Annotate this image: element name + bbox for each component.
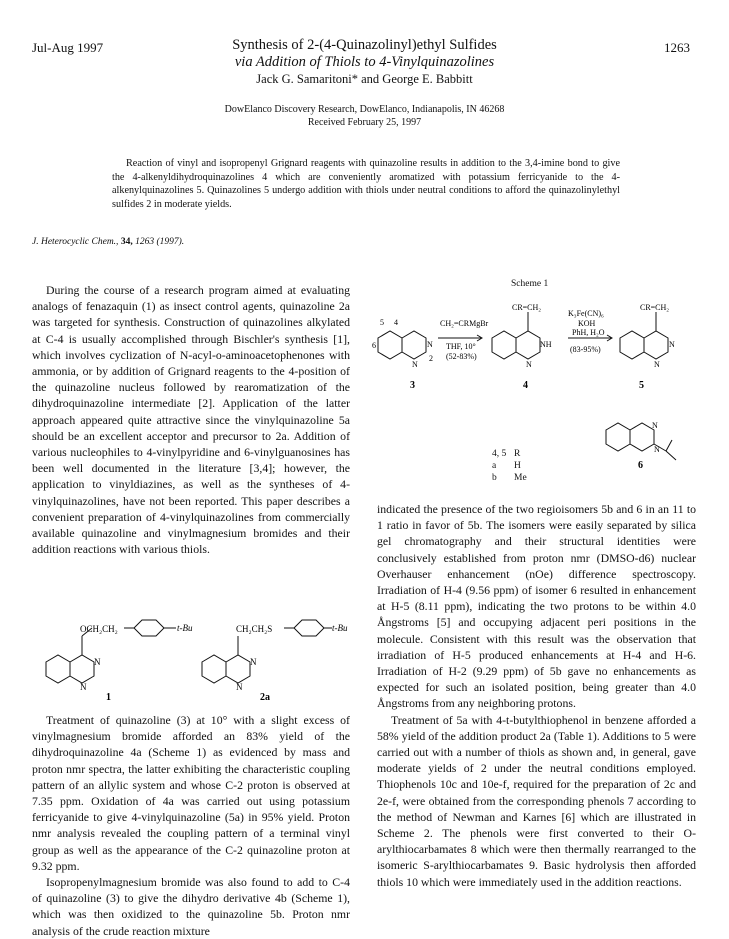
compound-3-label: 3	[410, 380, 415, 391]
s2-tail: t-Bu	[332, 623, 348, 633]
table-cell-r: H	[514, 461, 521, 471]
paragraph-intro: During the course of a research program aimed at evaluating analogs of fenazaquin (1) as insect control agents, quinazoline 2a was targeted for synthesis. Construction of quinazolines alkylated at C-4 is usually accomplished through Bischler's synthesis [1], which involves cyclization of N-acyl-o-aminoacetophenones with ammonia, or by addition of Grignard reagents to the 4-position of the quinazoline nucleus followed by rearomatization of the dihydroquinazoline intermediate [2]. Application of the latter approach appeared quite attractive since the vinylquinazoline 5a should be an excellent acceptor and precursor to 2a. Addition of various nucleophiles to 4-vinylpyridine and 6-vinylguanosines has been well documented in the literature [3,4]; however, the application to vinyldiazines, as well as the syntheses of 4-vinylquinazolines, have not been reported. This paper describes a convenient preparation of 4-vinylquinazolines from commercially available quinazoline and vinylmagnesium bromides and their addition reactions with various thiols.	[32, 283, 350, 557]
table-row	[492, 472, 527, 484]
c4-substituent: CR=CH₂	[512, 303, 542, 312]
affiliation-block	[0, 103, 729, 129]
authors: Jack G. Samaritoni* and George E. Babbitt	[256, 72, 473, 86]
c5-pyrimidine-ring	[644, 331, 668, 359]
s2-label: 2a	[260, 692, 270, 703]
paragraph-regioisomers: indicated the presence of the two regioisomers 5b and 6 in an 11 to 1 ratio in favor of 5b. The isomers were easily separated by silica gel chromatography and their structural identities were conclusively established from proton nmr (DMSO-d6) nuclear Overhauser enhancement (nOe) difference spectroscopy. Irradiation of H-4 (9.56 ppm) of isomer 6 resulted in enhancement at H-5 (8.11 ppm), indicating the two protons to be within 4.0 Ångstroms [5] and occupying adjacent peri positions in the molecule. Consistent with this result was the observation that irradiation of H-5 produced enhancements at H-4 and H-6. Irradiation of H-2 (9.29 ppm) of 5b gave no enhancements as expected for such an isolated position, being greater than 4.0 Ångstroms from any neighboring protons.	[377, 502, 696, 711]
c3-n: N	[427, 340, 433, 349]
scheme-label: Scheme 1	[511, 279, 549, 289]
c3-pyrimidine-ring	[402, 331, 426, 359]
c4-pyrimidine-ring	[516, 331, 540, 359]
s1-phenyl-ring	[134, 620, 164, 636]
reagent2-ferricyanide: K₃Fe(CN)₆	[568, 309, 604, 318]
reagent2-base: KOH	[578, 319, 596, 328]
c4-nh: NH	[540, 340, 552, 349]
c4-benzo-ring	[492, 331, 516, 359]
article-title-line2: via Addition of Thiols to 4-Vinylquinazolines	[234, 54, 495, 70]
s2-benzo-ring	[202, 655, 226, 683]
abstract-text: Reaction of vinyl and isopropenyl Grignard reagents with quinazoline results in addition to the 3,4-imine bond to give the 4-alkenyldihydroquinazolines 4 which are conveniently aromatized with potassium ferricyanide to the 4-alkenylquinazolines 5. Quinazolines 5 undergo addition with thiols under neutral conditions to afford the quinazolinylethyl sulfides 2 in moderate yields.	[112, 158, 620, 210]
c5-n2: N	[654, 360, 660, 369]
affiliation: DowElanco Discovery Research, DowElanco, Indianapolis, IN 46268	[224, 104, 505, 115]
scheme-1	[372, 300, 702, 480]
s1-pyrimidine-ring	[70, 655, 94, 683]
s1-benzo-ring	[46, 655, 70, 683]
s2-pyrimidine-ring	[226, 655, 250, 683]
reagent2-yield: (83-95%)	[570, 345, 601, 354]
compound-5-label: 5	[639, 380, 644, 391]
s1-label: 1	[106, 692, 111, 703]
compound-4-label: 4	[523, 380, 528, 391]
c3-pos4: 4	[394, 318, 398, 327]
s1-chain: OCH₂CH₂	[80, 624, 118, 634]
s2-n: N	[250, 657, 257, 667]
left-column-intro	[32, 282, 350, 557]
c6-benzo-ring	[606, 423, 630, 451]
s2-chain: CH₂CH₂S	[236, 624, 273, 634]
substituent-table	[492, 448, 527, 484]
s2-n2: N	[236, 682, 243, 692]
s1-n: N	[94, 657, 101, 667]
c4-n: N	[526, 360, 532, 369]
received-date: Received February 25, 1997	[307, 117, 422, 128]
c3-pos6: 6	[372, 341, 376, 350]
reagent2-solvent: PhH, H₂O	[572, 328, 605, 337]
citation	[32, 237, 184, 247]
citation-journal: J. Heterocyclic Chem.,	[32, 237, 119, 247]
c3-benzo-ring	[378, 331, 402, 359]
citation-volume: 34,	[120, 237, 133, 247]
citation-rest: 1263 (1997).	[135, 237, 185, 247]
table-row	[492, 460, 527, 472]
c3-pos2: 2	[429, 354, 433, 363]
c6-n: N	[652, 421, 658, 430]
c6-n2: N	[654, 445, 660, 454]
paragraph-vinyl: Treatment of quinazoline (3) at 10° with a slight excess of vinylmagnesium bromide afforded an 83% yield of the dihydroquinazoline 4a (Scheme 1) as evidenced by mass and proton nmr spectra, the latter exhibiting the characteristic coupling pattern of an allylic system and whose C-2 proton is observed at 7.35 ppm. Oxidation of 4a was carried out using potassium ferricyanide to give 4-vinylquinazoline (5a) in 95% yield. Proton nmr analysis revealed the coupling pattern of a terminal vinyl group as well as the appearance of the C-2 quinazoline proton at 9.32 ppm.	[32, 713, 350, 873]
paragraph-thiol-additions: Treatment of 5a with 4-t-butylthiophenol in benzene afforded a 58% yield of the addition product 2a (Table 1). Additions to 5 were carried out with a number of thiols as shown and, in general, gave moderate yields of 2 under the neutral conditions employed. Thiophenols 10c and 10e-f, required for the preparation of 2c and 2e-f, were obtained from the corresponding phenols 7 according to the method of Newman and Karnes [6] which are illustrated in Scheme 2. The phenols were first converted to their O-arylthiocarbamates 8 which were then thermally rearranged to the isomeric S-arylthiocarbamates 9. Basic hydrolysis then afforded thiols 10 which were immediately used in the addition reactions.	[377, 712, 696, 889]
table-header-row	[492, 448, 527, 460]
compound-6-label: 6	[638, 460, 643, 471]
c5-n: N	[669, 340, 675, 349]
abstract	[112, 157, 620, 211]
c5-benzo-ring	[620, 331, 644, 359]
table-cell-compound: b	[492, 473, 497, 483]
reagent1-conditions: THF, 10°	[446, 342, 476, 351]
reagent1-yield: (52-83%)	[446, 352, 477, 361]
reagent1-grignard: CH₂=CRMgBr	[440, 319, 489, 328]
structures-1-2a	[32, 614, 350, 706]
c3-pos5: 5	[380, 318, 384, 327]
s2-phenyl-ring	[294, 620, 324, 636]
issue-date: Jul-Aug 1997	[32, 40, 104, 55]
paragraph-isopropenyl: Isopropenylmagnesium bromide was also found to add to C-4 of quinazoline (3) to give the dihydro derivative 4b (Scheme 1), which was then oxidized to the quinazoline 5b. Proton nmr analysis of the crude reaction mixture	[32, 875, 350, 938]
right-column	[377, 501, 696, 890]
left-column-results	[32, 712, 350, 939]
table-header-compound: 4, 5	[492, 449, 507, 459]
article-title-line1: Synthesis of 2-(4-Quinazolinyl)ethyl Sulfides	[232, 37, 497, 53]
c5-substituent: CR=CH₂	[640, 303, 670, 312]
table-header-r: R	[514, 449, 521, 459]
c3-n2: N	[412, 360, 418, 369]
s1-tail: t-Bu	[177, 623, 193, 633]
c6-pyrimidine-ring	[630, 423, 654, 451]
table-cell-r: Me	[514, 473, 527, 483]
s1-n2: N	[80, 682, 87, 692]
table-cell-compound: a	[492, 461, 497, 471]
page-number: 1263	[664, 40, 690, 55]
